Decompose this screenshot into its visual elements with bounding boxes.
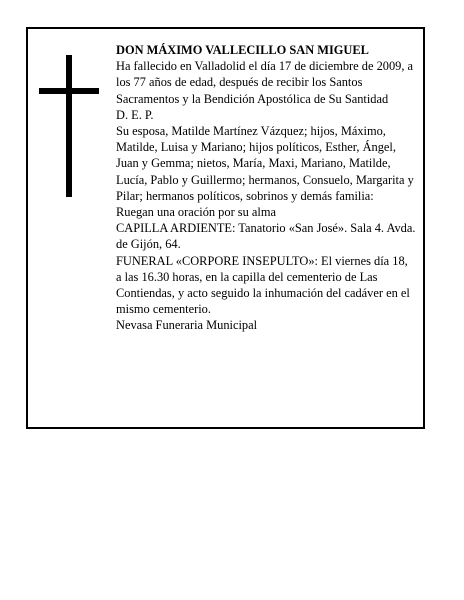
cross-vertical-bar [66,55,72,197]
deceased-name: DON MÁXIMO VALLECILLO SAN MIGUEL [116,43,369,57]
obituary-text [116,42,416,334]
latin-cross-icon [39,55,99,197]
funeral-home: Nevasa Funeraria Municipal [116,318,258,333]
death-announcement: Ha fallecido en Valladolid el día 17 de diciembre de 2009, a los 77 años de edad, después de recibir los Santos Sacramentos y la Bendición Apostólica de Su Santidad [116,59,414,106]
family-list: Su esposa, Matilde Martínez Vázquez; hijos, Máximo, Matilde, Luisa y Mariano; hijos políticos, Esther, Ángel, Juan y Gemma; nietos, María, Maxi, Mariano, Matilde, Lucía, Pablo y Guillermo; hermanos, Consuelo, Margarita y Pilar; hermanos políticos, sobrinos y demás familia: [116,124,414,203]
rip-line: D. E. P. [116,107,154,122]
chapel-info: CAPILLA ARDIENTE: Tanatorio «San José». Sala 4. Avda. de Gijón, 64. [116,221,416,252]
obituary-notice [26,27,425,429]
cross-horizontal-bar [39,88,99,94]
funeral-info: FUNERAL «CORPORE INSEPULTO»: El viernes día 18, a las 16.30 horas, en la capilla del cementerio de Las Contiendas, y acto seguido la inhumación del cadáver en el mismo cementerio. [116,253,410,317]
prayer-request: Ruegan una oración por su alma [116,205,276,220]
